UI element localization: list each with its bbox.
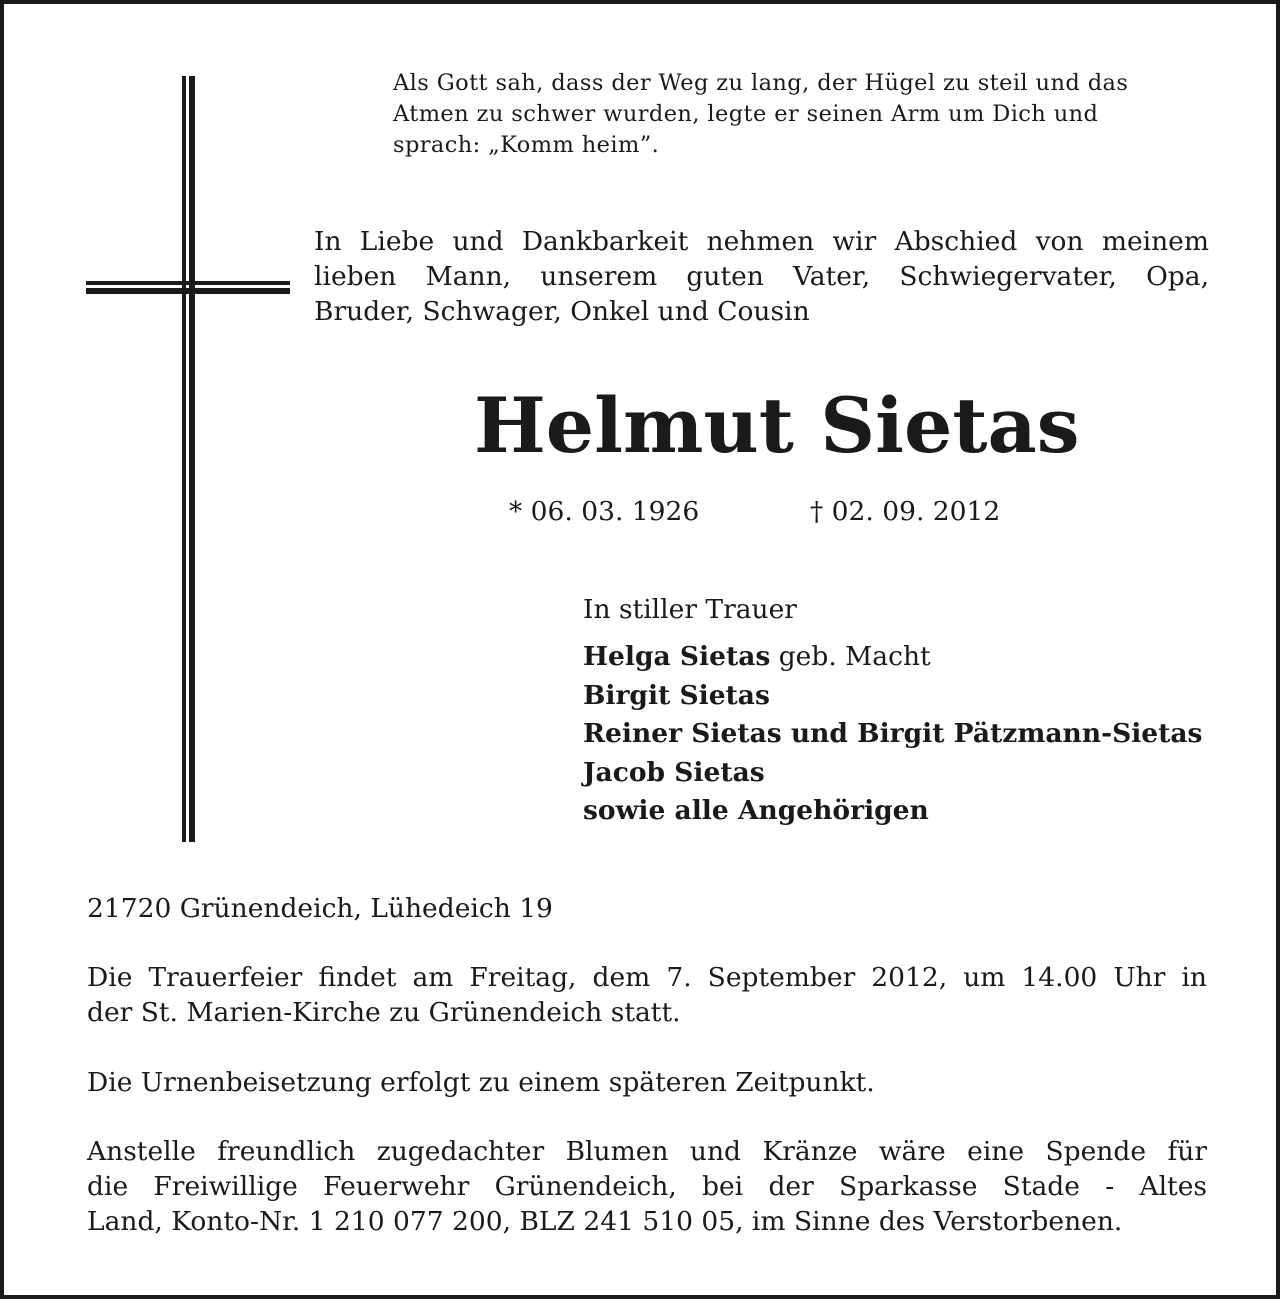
intro-line: In Liebe und Dankbarkeit nehmen wir Abschied von meinem (314, 226, 1209, 257)
mourner-name: Birgit Sietas (583, 679, 770, 711)
verse-line: sprach: „Komm heim”. (393, 132, 660, 158)
donation-line: die Freiwillige Feuerwehr Grünendeich, bei der Sparkasse Stade - Altes (87, 1171, 1207, 1202)
mourner-note: geb. Macht (770, 641, 931, 672)
mourners-block (583, 590, 1223, 831)
burial-line: Die Urnenbeisetzung erfolgt zu einem späteren Zeitpunkt. (87, 1067, 875, 1098)
farewell-intro (314, 224, 1209, 329)
mourner-row (583, 677, 1223, 716)
mourner-row (583, 792, 1223, 831)
funeral-line: der St. Marien-Kirche zu Grünendeich statt. (87, 997, 681, 1028)
death-date: † 02. 09. 2012 (810, 496, 1001, 527)
opening-verse (393, 68, 1213, 161)
mourner-name: Jacob Sietas (583, 756, 765, 788)
donation-line: Land, Konto-Nr. 1 210 077 200, BLZ 241 510 05, im Sinne des Verstorbenen. (87, 1206, 1123, 1237)
donation-line: Anstelle freundlich zugedachter Blumen und Kränze wäre eine Spende für (87, 1136, 1207, 1167)
funeral-info (87, 960, 1207, 1030)
intro-line: lieben Mann, unserem guten Vater, Schwiegervater, Opa, (314, 261, 1209, 292)
birth-date: * 06. 03. 1926 (509, 496, 700, 527)
mourner-name: Reiner Sietas und Birgit Pätzmann-Sietas (583, 718, 1203, 749)
funeral-line: Die Trauerfeier findet am Freitag, dem 7. September 2012, um 14.00 Uhr in (87, 962, 1207, 993)
verse-line: Atmen zu schwer wurden, legte er seinen Arm um Dich und (393, 101, 1099, 127)
donation-info (87, 1134, 1207, 1239)
mourner-row (583, 754, 1223, 793)
mourner-name: Helga Sietas (583, 641, 771, 672)
family-address: 21720 Grünendeich, Lühedeich 19 (87, 893, 553, 924)
cross-icon (86, 76, 290, 842)
burial-info (87, 1065, 1207, 1100)
mourner-row (583, 638, 1223, 677)
mourning-lead: In stiller Trauer (583, 594, 797, 625)
verse-line: Als Gott sah, dass der Weg zu lang, der Hügel zu steil und das (393, 70, 1129, 96)
deceased-name: Helmut Sietas (474, 381, 1080, 470)
mourner-row (583, 715, 1223, 754)
intro-line: Bruder, Schwager, Onkel und Cousin (314, 296, 810, 327)
mourner-name: sowie alle Angehörigen (583, 795, 929, 826)
